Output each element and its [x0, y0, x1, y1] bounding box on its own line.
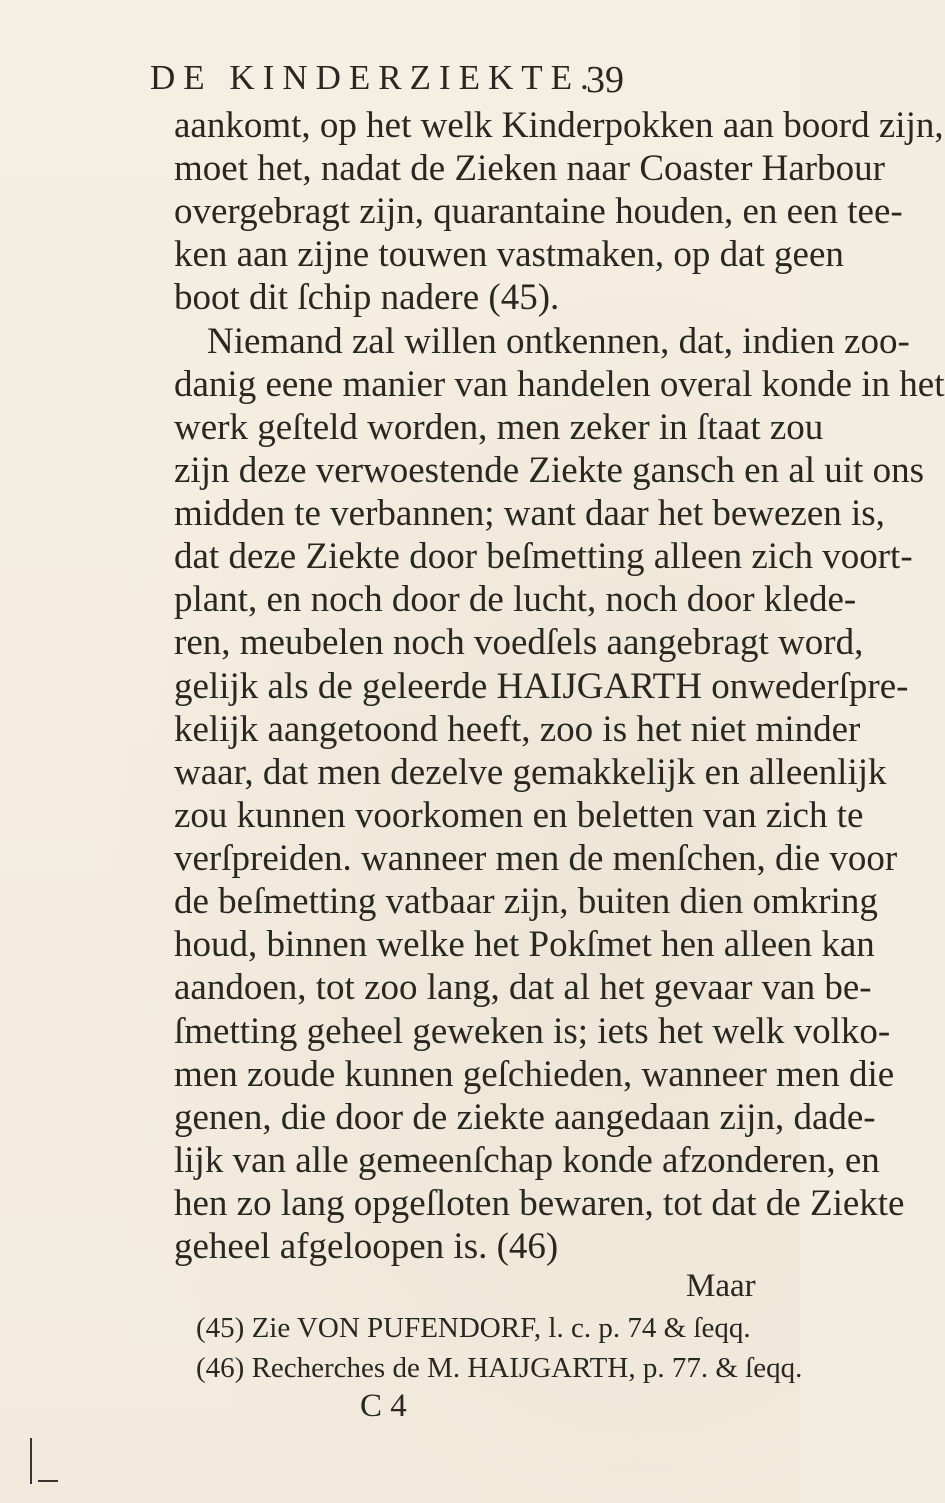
catchword: Maar: [686, 1268, 756, 1304]
margin-mark: [30, 1438, 32, 1484]
body-line: ren, meubelen noch voedſels aangebragt word,: [174, 622, 864, 663]
footnote-45: (45) Zie VON PUFENDORF, l. c. p. 74 & ſeqq.: [196, 1312, 751, 1344]
body-line: zou kunnen voorkomen en beletten van zich te: [174, 795, 864, 836]
body-line: gelijk als de geleerde HAIJGARTH onwederſpre-: [174, 666, 909, 707]
body-line: kelijk aangetoond heeft, zoo is het niet minder: [174, 709, 861, 750]
margin-mark: [38, 1480, 58, 1482]
body-line: genen, die door de ziekte aangedaan zijn, dade-: [174, 1097, 876, 1138]
page-number: 39: [586, 59, 624, 101]
page-header: [0, 58, 800, 101]
running-head: DE KINDERZIEKTE.: [150, 58, 597, 97]
body-line: aankomt, op het welk Kinderpokken aan boord zijn,: [174, 105, 944, 146]
body-line: overgebragt zijn, quarantaine houden, en een tee-: [174, 191, 903, 232]
footnote-46: (46) Recherches de M. HAIJGARTH, p. 77. & ſeqq.: [196, 1352, 803, 1384]
signature-mark: C 4: [360, 1388, 407, 1424]
body-line: midden te verbannen; want daar het bewezen is,: [174, 493, 885, 534]
body-line: moet het, nadat de Zieken naar Coaster Harbour: [174, 148, 885, 189]
body-line: aandoen, tot zoo lang, dat al het gevaar van be-: [174, 967, 872, 1008]
body-line: hen zo lang opgeſloten bewaren, tot dat de Ziekte: [174, 1183, 905, 1224]
body-line: danig eene manier van handelen overal konde in het: [174, 364, 945, 405]
body-line: verſpreiden. wanneer men de menſchen, die voor: [174, 838, 898, 879]
body-line: waar, dat men dezelve gemakkelijk en alleenlijk: [174, 752, 887, 793]
body-line: boot dit ſchip nadere (45).: [174, 277, 560, 318]
body-line: plant, en noch door de lucht, noch door klede-: [174, 579, 857, 620]
body-line: lijk van alle gemeenſchap konde afzonderen, en: [174, 1140, 880, 1181]
body-line: ſmetting geheel geweken is; iets het welk volko-: [174, 1011, 891, 1052]
body-line: de beſmetting vatbaar zijn, buiten dien omkring: [174, 881, 878, 922]
body-line: men zoude kunnen geſchieden, wanneer men die: [174, 1054, 895, 1095]
body-line: Niemand zal willen ontkennen, dat, indien zoo-: [207, 321, 910, 362]
body-line: houd, binnen welke het Pokſmet hen alleen kan: [174, 924, 875, 965]
body-line: geheel afgeloopen is. (46): [174, 1226, 559, 1267]
body-line: zijn deze verwoestende Ziekte gansch en al uit ons: [174, 450, 924, 491]
body-line: ken aan zijne touwen vastmaken, op dat geen: [174, 234, 844, 275]
body-line: werk geſteld worden, men zeker in ſtaat zou: [174, 407, 824, 448]
body-line: dat deze Ziekte door beſmetting alleen zich voort-: [174, 536, 913, 577]
